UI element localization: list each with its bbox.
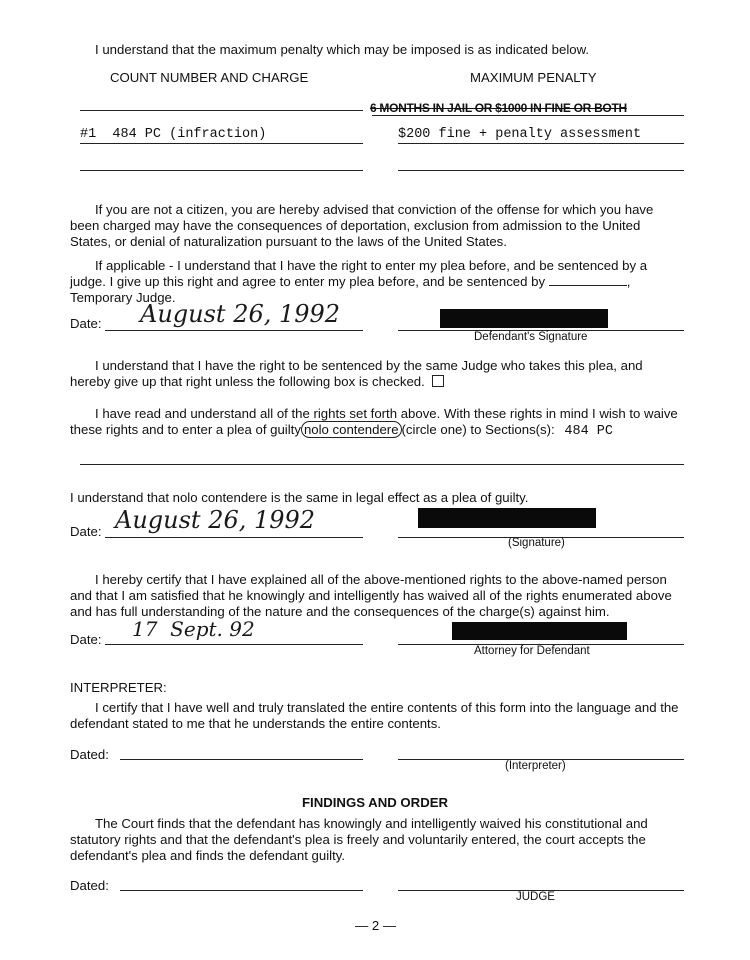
citizen-paragraph: If you are not a citizen, you are hereby advised that conviction of the offense for which you have been charged may have the consequences of deportation, exclusion from admission to the United States, or denial of naturalization pursuant to the laws of the United States.	[70, 202, 654, 249]
count-value: #1 484 PC (infraction)	[80, 127, 267, 142]
waiver-line-1: I have read and understand all of the rights set forth above. With these rights in mind I wish to waive	[95, 406, 678, 421]
dated-label-1: Dated:	[70, 747, 109, 762]
date-line-1	[105, 330, 363, 331]
page-number: — 2 —	[355, 918, 397, 933]
count-line-2	[80, 143, 363, 144]
certify-paragraph: I hereby certify that I have explained all of the above-mentioned rights to the above-named person and that I am satisfied that he knowingly and intelligently has waived all of the rights enumerated above and has full understanding of the nature and the consequences of the charge(s) against him.	[70, 572, 672, 619]
date-label-2: Date:	[70, 524, 102, 539]
judge-paragraph: If applicable - I understand that I have the right to enter my plea before, and be sentenced by a judge. I give up this right and agree to enter my plea before, and be sentenced by , Temporary Judge.	[70, 258, 648, 305]
defendant-sig-label: Defendant's Signature	[474, 331, 588, 343]
interpreter-heading: INTERPRETER:	[70, 680, 167, 695]
findings-heading: FINDINGS AND ORDER	[302, 795, 449, 810]
date-label-1: Date:	[70, 316, 102, 331]
waiver-section: 484 PC	[564, 424, 613, 439]
count-line-3	[80, 170, 363, 171]
dated-label-2: Dated:	[70, 878, 109, 893]
same-judge-text: I understand that I have the right to be sentenced by the same Judge who takes this plea, and hereby give up that right unless the following box is checked.	[70, 358, 643, 389]
attorney-label: Attorney for Defendant	[474, 645, 590, 657]
penalty-intro: I understand that the maximum penalty which may be imposed is as indicated below.	[95, 42, 590, 57]
same-judge-checkbox[interactable]	[432, 375, 444, 387]
dated-line-2	[120, 890, 363, 891]
penalty-line-3	[398, 170, 684, 171]
judge-paragraph-text: If applicable - I understand that I have the right to enter my plea before, and be sentenced by a judge. I give up this right and agree to enter my plea before, and be sentenced by	[70, 258, 648, 289]
count-line-1	[80, 110, 363, 111]
findings-paragraph: The Court finds that the defendant has knowingly and intelligently waived his constitutional and statutory rights and that the defendant's plea is freely and voluntarily entered, the court accepts the defendant's plea and finds the defendant guilty.	[70, 816, 648, 863]
date-line-3	[105, 644, 363, 645]
dated-line-1	[120, 759, 363, 760]
date-value-2: August 26, 1992	[115, 506, 316, 534]
judge-label: JUDGE	[516, 891, 555, 903]
date-value-1: August 26, 1992	[140, 300, 341, 328]
date-label-3: Date:	[70, 632, 102, 647]
temp-judge-blank[interactable]	[549, 275, 627, 286]
penalty-header: MAXIMUM PENALTY	[470, 70, 597, 85]
waiver-line-blank	[80, 464, 684, 465]
judge-paragraph-end: Temporary Judge.	[70, 290, 176, 305]
penalty-line-2	[398, 143, 684, 144]
count-header: COUNT NUMBER AND CHARGE	[110, 70, 309, 85]
nolo-paragraph: I understand that nolo contendere is the same in legal effect as a plea of guilty.	[70, 490, 529, 505]
struck-penalty: 6 MONTHS IN JAIL OR $1000 IN FINE OR BOTH	[370, 101, 627, 115]
interpreter-label: (Interpreter)	[505, 760, 566, 772]
interpreter-paragraph: I certify that I have well and truly translated the entire contents of this form into the language and the defendant stated to me that he understands the entire contents.	[70, 700, 679, 731]
waiver-paragraph	[70, 406, 690, 440]
same-judge-paragraph	[70, 358, 685, 390]
penalty-value: $200 fine + penalty assessment	[398, 127, 642, 142]
signature-label: (Signature)	[508, 537, 565, 549]
nolo-contendere-circled[interactable]: nolo contendere	[301, 421, 402, 438]
date-line-2	[105, 537, 363, 538]
redacted-signature-2	[418, 508, 596, 528]
redacted-signature-3	[452, 622, 627, 640]
penalty-line-1	[372, 115, 684, 116]
redacted-signature-1	[440, 309, 608, 328]
waiver-line-2a: these rights and to enter a plea of guilty	[70, 422, 301, 437]
waiver-line-2c: (circle one) to Sections(s):	[401, 422, 555, 437]
date-value-3: 17 Sept. 92	[132, 617, 255, 641]
